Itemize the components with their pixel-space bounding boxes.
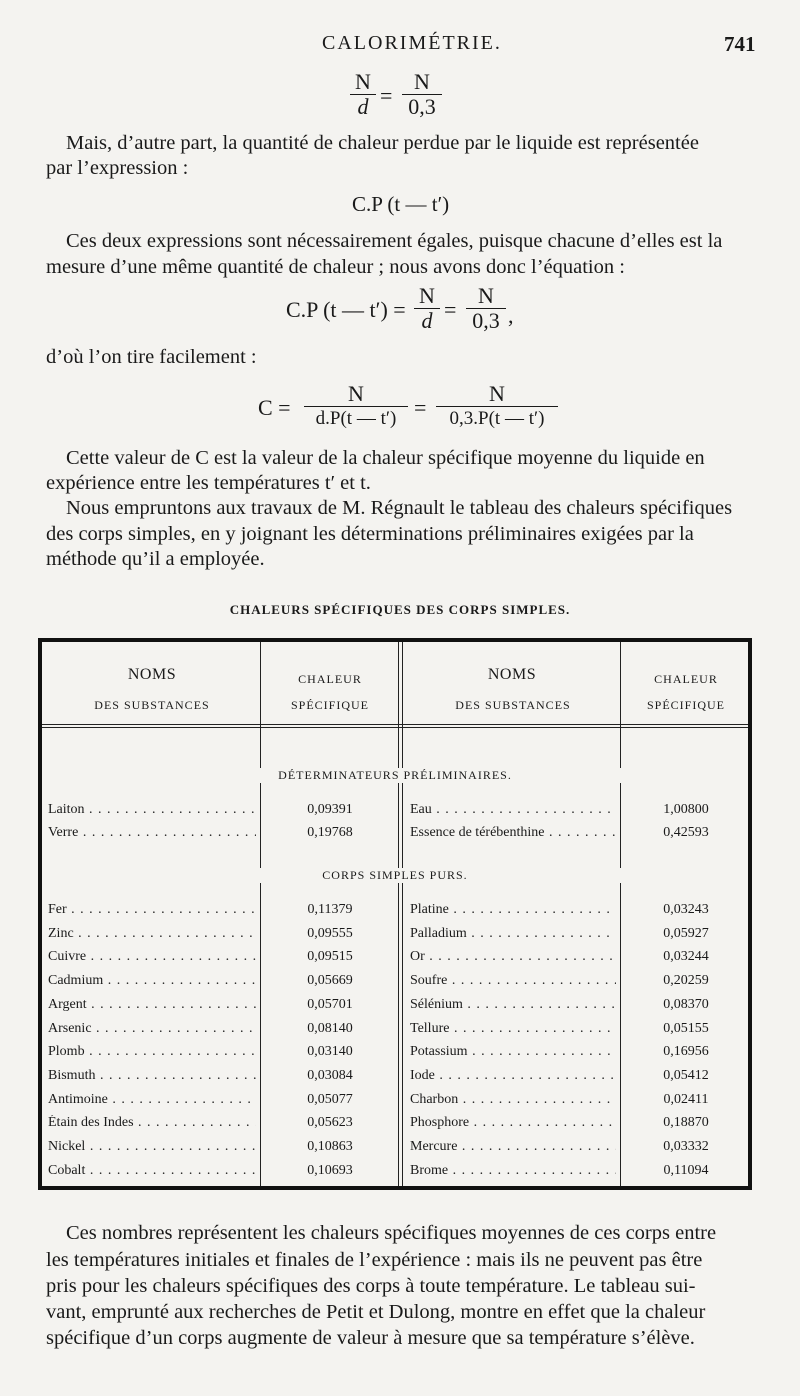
section-label-preliminary: DÉTERMINATEURS PRÉLIMINAIRES. — [42, 768, 748, 783]
eq2-expression: C.P (t — t′) — [352, 192, 450, 216]
table-row-name: Tellure . . . — [410, 1021, 616, 1037]
table-row-name: Soufre . . . — [410, 973, 616, 989]
after-line-5: méthode qu’il a employée. — [46, 548, 265, 570]
table-row-value: 0,05077 — [307, 1092, 353, 1107]
table-row-name: Iode . . . — [410, 1068, 616, 1084]
eq1-fraction-left — [350, 70, 376, 119]
header-names-left: NOMS — [127, 666, 177, 683]
table-row-value: 1,00800 — [663, 802, 709, 817]
closing-line-5: spécifique d’un corps augmente de valeur à mesure que sa température s’élève. — [46, 1327, 695, 1349]
table-row-value: 0,05669 — [307, 973, 353, 988]
table-row-name: Laiton . . . — [48, 802, 256, 818]
closing-line-1-text: Ces nombres représentent les chaleurs spécifiques moyennes de ces corps entre — [66, 1222, 717, 1244]
eq4-denominator-b: 0,3.P(t — t′) — [449, 408, 545, 429]
table-row-name: Cadmium . . . — [48, 973, 256, 989]
eq4-lhs: C = — [258, 395, 291, 420]
eq3-denominator-a: d — [421, 308, 433, 333]
table-row-value: 0,03332 — [663, 1139, 709, 1154]
table-row-value: 0,03244 — [663, 949, 709, 964]
eq3-fraction-b — [466, 284, 506, 333]
after-line-2: expérience entre les températures t′ et t. — [46, 472, 371, 494]
table-row-value: 0,02411 — [663, 1092, 709, 1107]
table-row-name: Cuivre . . . — [48, 949, 256, 965]
table-row-name: Arsenic . . . — [48, 1021, 256, 1037]
eq3-equals: = — [444, 297, 457, 322]
running-title: CALORIMÉTRIE. — [322, 32, 502, 54]
table-row-name: Mercure . . . — [410, 1139, 616, 1155]
table-row-name: Eau . . . — [410, 802, 616, 818]
table-row-name: Argent . . . — [48, 997, 256, 1013]
table-row-name: Charbon . . . — [410, 1092, 616, 1108]
closing-line-4: vant, emprunté aux recherches de Petit et Dulong, montre en effet que la chaleur — [46, 1301, 706, 1323]
eq4-fraction-b — [436, 382, 558, 431]
eq4-numerator-b: N — [436, 382, 558, 407]
intro-line-1: Mais, d’autre part, la quantité de chaleur perdue par le liquide est représentée — [66, 132, 699, 154]
header-rule-1 — [42, 724, 748, 725]
after-line-3: Nous empruntons aux travaux de M. Régnault le tableau des chaleurs spécifiques — [66, 497, 733, 519]
closing-line-3: pris pour les chaleurs spécifiques des corps à toute température. Le tableau sui- — [46, 1275, 696, 1297]
table-row-name: Brome . . . — [410, 1163, 616, 1179]
mid-line-2: mesure d’une même quantité de chaleur ; nous avons donc l’équation : — [46, 256, 625, 278]
eq4-equals: = — [414, 395, 427, 420]
table-row-name: Étain des Indes . . . — [48, 1115, 256, 1131]
eq3-fraction-a — [414, 284, 440, 333]
table-row-value: 0,05701 — [307, 997, 353, 1012]
table-row-value: 0,10693 — [307, 1163, 353, 1178]
eq1-fraction-right — [402, 70, 442, 119]
table-row-value: 0,19768 — [307, 825, 353, 840]
header-substances-right: DES SUBSTANCES — [455, 698, 571, 712]
table-row-value: 0,09555 — [307, 926, 353, 941]
header-heat-left: CHALEUR — [298, 672, 362, 686]
eq1-equals: = — [380, 83, 393, 108]
after-line-1: Cette valeur de C est la valeur de la chaleur spécifique moyenne du liquide en — [66, 447, 705, 469]
table-row-value: 0,08140 — [307, 1021, 353, 1036]
table-row-name: Or . . . — [410, 949, 616, 965]
intro-line-2: par l’expression : — [46, 157, 189, 179]
closing-line-2: les températures initiales et finales de l’expérience : mais ils ne peuvent pas être — [46, 1249, 703, 1271]
table-row-name: Essence de térébenthine . . . — [410, 825, 616, 841]
eq4-denominator-a: d.P(t — t′) — [315, 408, 397, 429]
eq1-denominator-right: 0,3 — [408, 94, 436, 119]
after-line-4: des corps simples, en y joignant les déterminations préliminaires exigées par la — [46, 523, 694, 545]
section-label-pure: CORPS SIMPLES PURS. — [42, 868, 748, 883]
eq3-numerator-b: N — [466, 284, 506, 309]
header-specific-right: SPÉCIFIQUE — [646, 698, 725, 712]
table-row-value: 0,11094 — [663, 1163, 709, 1178]
eq3-lhs: C.P (t — t′) = — [286, 297, 406, 322]
table-row-value: 0,08370 — [663, 997, 709, 1012]
table-row-name: Fer . . . — [48, 902, 256, 918]
table-row-value: 0,11379 — [307, 902, 353, 917]
table-row-name: Palladium . . . — [410, 926, 616, 942]
page-header — [0, 32, 800, 62]
table-row-value: 0,10863 — [307, 1139, 353, 1154]
table-row-name: Phosphore . . . — [410, 1115, 616, 1131]
eq3-comma: , — [508, 303, 514, 328]
table-row-value: 0,09515 — [307, 949, 353, 964]
eq4-fraction-a — [304, 382, 408, 431]
eq4-numerator-a: N — [304, 382, 408, 407]
table-row-name: Nickel . . . — [48, 1139, 256, 1155]
table-row-name: Plomb . . . — [48, 1044, 256, 1060]
header-heat-right: CHALEUR — [654, 672, 718, 686]
eq1-numerator-right: N — [402, 70, 442, 95]
eq3-denominator-b: 0,3 — [472, 308, 500, 333]
derive-line: d’où l’on tire facilement : — [46, 346, 257, 368]
table-row-value: 0,05927 — [663, 926, 709, 941]
table-row-name: Verre . . . — [48, 825, 256, 841]
table-row-value: 0,05155 — [663, 1021, 709, 1036]
table-row-name: Cobalt . . . — [48, 1163, 256, 1179]
table-title: CHALEURS SPÉCIFIQUES DES CORPS SIMPLES. — [229, 602, 571, 617]
table-row-value: 0,18870 — [663, 1115, 709, 1130]
eq1-denominator-left: d — [357, 94, 369, 119]
header-substances-left: DES SUBSTANCES — [94, 698, 210, 712]
table-row-value: 0,03140 — [307, 1044, 353, 1059]
table-row-value: 0,05412 — [663, 1068, 709, 1083]
table-row-name: Potassium . . . — [410, 1044, 616, 1060]
header-specific-left: SPÉCIFIQUE — [290, 698, 369, 712]
table-row-name: Bismuth . . . — [48, 1068, 256, 1084]
table-row-value: 0,16956 — [663, 1044, 709, 1059]
header-rule-2 — [42, 727, 748, 728]
table-row-name: Zinc . . . — [48, 926, 256, 942]
eq1-numerator-left: N — [350, 70, 376, 95]
table-row-value: 0,42593 — [663, 825, 709, 840]
table-row-value: 0,09391 — [307, 802, 353, 817]
table-row-value: 0,03084 — [307, 1068, 353, 1083]
table-row-value: 0,03243 — [663, 902, 709, 917]
specific-heat-table — [38, 638, 752, 1190]
table-row-name: Antimoine . . . — [48, 1092, 256, 1108]
page-number: 741 — [724, 32, 756, 56]
closing-line-1 — [66, 1221, 716, 1247]
table-row-name: Platine . . . — [410, 902, 616, 918]
header-names-right: NOMS — [487, 666, 537, 683]
table-row-value: 0,20259 — [663, 973, 709, 988]
eq3-numerator-a: N — [414, 284, 440, 309]
mid-line-1: Ces deux expressions sont nécessairement égales, puisque chacune d’elles est la — [66, 230, 723, 252]
table-row-value: 0,05623 — [307, 1115, 353, 1130]
table-row-name: Sélénium . . . — [410, 997, 616, 1013]
